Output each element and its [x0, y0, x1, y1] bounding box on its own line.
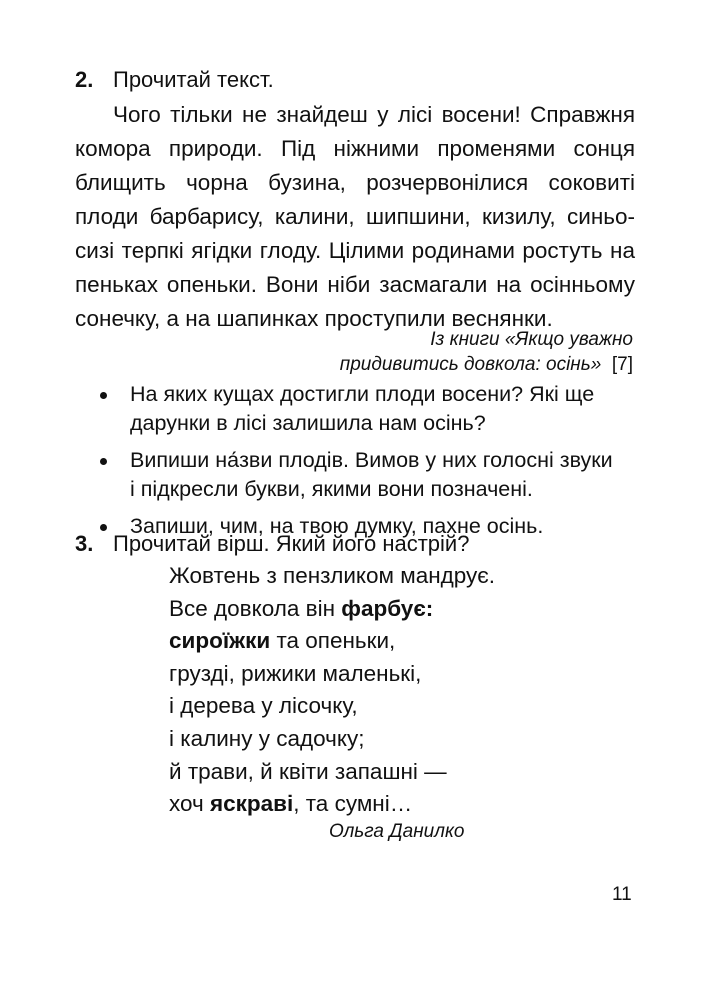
- exercise-3-number: 3.: [75, 531, 94, 556]
- poem-line: сироїжки та опеньки,: [169, 628, 396, 654]
- text-line: Чого тільки не знайдеш у лісі восени! Справжня: [113, 102, 635, 127]
- text-line: пеньках опеньки. Вони ніби засмагали на осінньому: [75, 272, 635, 297]
- exercise-2-number: 2.: [75, 67, 94, 92]
- task-line: На яких кущах достигли плоди восени? Які ще: [130, 382, 595, 406]
- exercise-3-header: [75, 531, 469, 557]
- poem-line: і калину у садочку;: [169, 725, 365, 751]
- poem: [169, 560, 495, 821]
- poem-line: Жовтень з пензликом мандрує.: [169, 563, 496, 588]
- poem-line: і дерева у лісочку,: [169, 693, 358, 719]
- text-line: плоди барбарису, калини, шипшини, кизилу, синьо-: [75, 204, 635, 229]
- poem-line: Все довкола він фарбує:: [169, 595, 434, 621]
- text-line: сонечку, а на шапинках проступили веснянки.: [75, 306, 553, 331]
- bullet-icon: [100, 392, 107, 399]
- text-source: [340, 327, 633, 377]
- page-number: 11: [612, 884, 632, 905]
- task-line: Запиши, чим, на твою думку, пахне осінь.: [130, 514, 544, 538]
- highlighted-word: яскраві: [210, 791, 294, 817]
- source-line-2: придивитись довкола: осінь»: [339, 354, 602, 375]
- exercise-2-tasks: [98, 380, 638, 549]
- source-reference: [7]: [611, 354, 633, 375]
- task-item: [98, 380, 638, 438]
- text-line: сизі терпкі ягідки глоду. Цілими родинами ростуть на: [75, 238, 635, 263]
- exercise-3-instruction: Прочитай вірш. Який його настрій?: [113, 531, 470, 556]
- task-item: [98, 446, 638, 504]
- poem-line: грузді, рижики маленькі,: [169, 660, 422, 686]
- bullet-icon: [100, 458, 107, 465]
- exercise-2-text: [75, 98, 635, 336]
- source-line-1: Із книги «Якщо уважно: [430, 329, 633, 350]
- exercise-2-instruction: Прочитай текст.: [113, 67, 274, 92]
- exercise-2-header: [75, 67, 274, 93]
- bullet-icon: [100, 524, 107, 531]
- task-line: Випиши на́зви плодів. Вимов у них голосні звуки: [130, 448, 613, 472]
- highlighted-word: сироїжки: [169, 628, 271, 654]
- text-line: комора природи. Під ніжними променями сонця: [75, 136, 635, 161]
- highlighted-word: фарбує:: [341, 595, 434, 621]
- poem-line: й трави, й квіти запашні —: [169, 758, 447, 784]
- task-line: дарунки в лісі залишила нам осінь?: [130, 411, 486, 435]
- task-line: і підкресли букви, якими вони позначені.: [130, 477, 533, 501]
- poem-line: хоч яскраві, та сумні…: [169, 791, 413, 817]
- poem-author: Ольга Данилко: [329, 821, 465, 842]
- text-line: блищить чорна бузина, розчервонілися соковиті: [75, 170, 635, 195]
